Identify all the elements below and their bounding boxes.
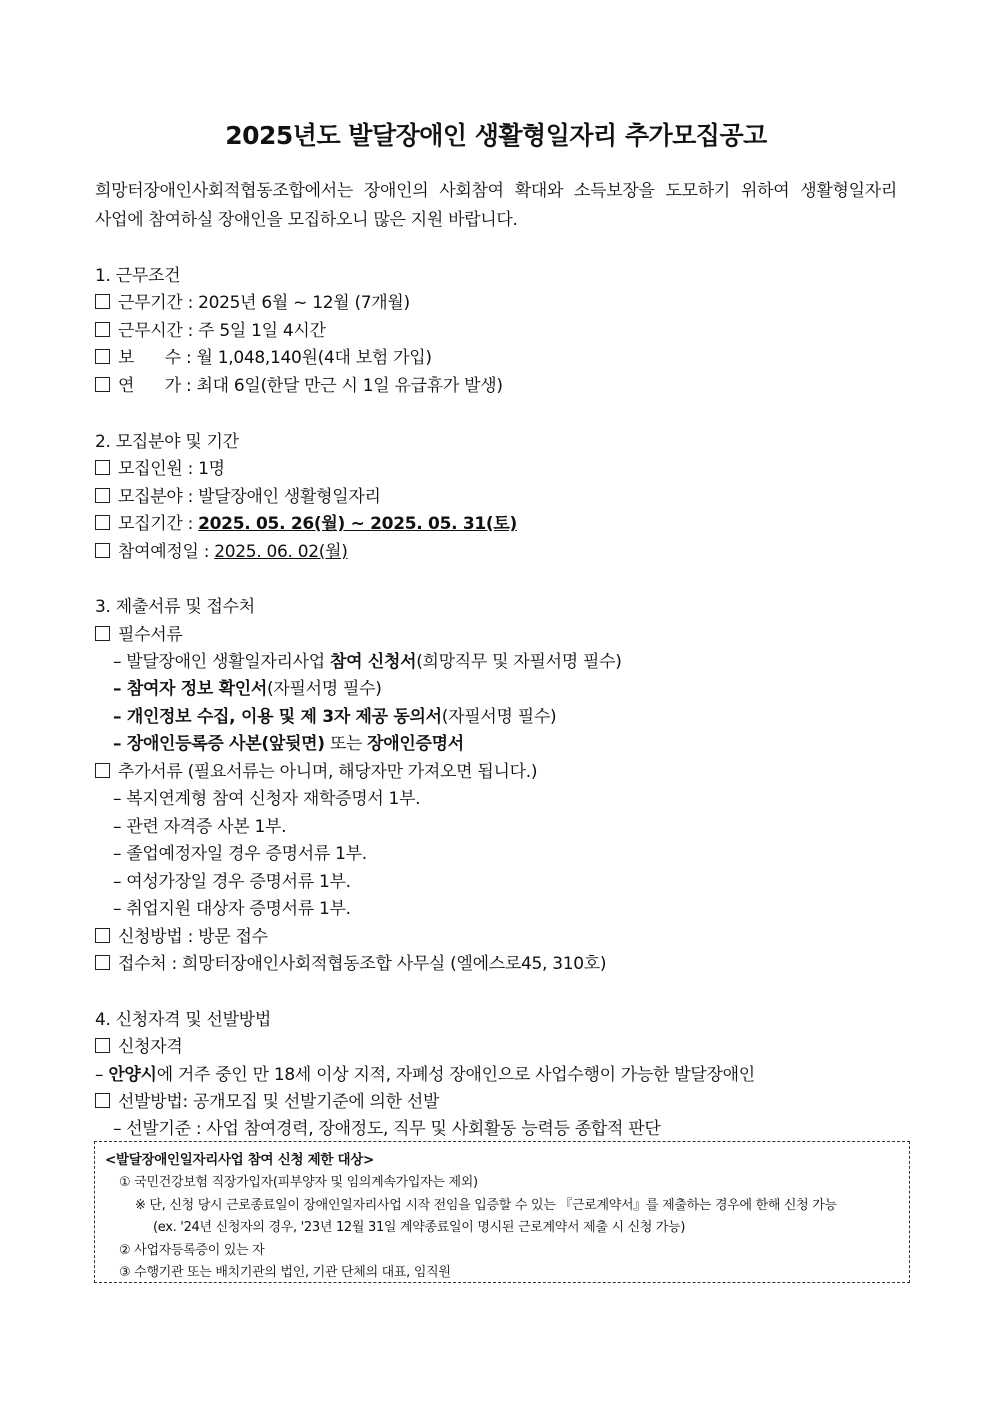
selection-criteria: – 선발기준 : 사업 참여경력, 장애정도, 직무 및 사회활동 능력등 종합적 판단	[113, 1119, 661, 1139]
section1-heading: 1. 근무조건	[95, 266, 181, 286]
qualification-heading	[95, 1032, 183, 1057]
qualification-heading-text: 신청자격	[118, 1037, 183, 1057]
qual-prefix: –	[95, 1065, 109, 1085]
recruit-field	[95, 482, 381, 507]
checkbox-icon	[95, 928, 110, 943]
work-hours-text: 근무시간 : 주 5일 1일 4시간	[118, 321, 326, 341]
req4-bold1: – 장애인등록증 사본(앞뒷면)	[113, 734, 325, 754]
additional-doc-1: – 복지연계형 참여 신청자 재학증명서 1부.	[113, 789, 421, 809]
required-doc-4	[95, 729, 464, 754]
apply-method-text: 신청방법 : 방문 접수	[118, 927, 268, 947]
section3-heading: 3. 제출서류 및 접수처	[95, 597, 255, 617]
checkbox-icon	[95, 543, 110, 558]
recruit-count-text: 모집인원 : 1명	[118, 459, 225, 479]
notice-item-1-example: (ex. '24년 신청자의 경우, '23년 12월 31일 계약종료일이 명시된 근로계약서 제출 시 신청 가능)	[153, 1220, 686, 1235]
section2-heading: 2. 모집분야 및 기간	[95, 432, 239, 452]
required-doc-3	[95, 702, 556, 727]
notice-item-2: ② 사업자등록증이 있는 자	[119, 1243, 265, 1258]
required-doc-2	[95, 674, 382, 699]
qualification-detail	[95, 1060, 755, 1085]
checkbox-icon	[95, 626, 110, 641]
qual-bold: 안양시	[108, 1065, 157, 1085]
apply-place	[95, 949, 606, 974]
additional-doc-2: – 관련 자격증 사본 1부.	[113, 817, 287, 837]
notice-item-3: ③ 수행기관 또는 배치기관의 법인, 기관 단체의 대표, 임직원	[119, 1265, 451, 1280]
notice-item-1-note: ※ 단, 신청 당시 근로종료일이 장애인일자리사업 시작 전임을 입증할 수 있는 『근로계약서』를 제출하는 경우에 한해 신청 가능	[135, 1198, 837, 1213]
notice-heading: <발달장애인일자리사업 참여 신청 제한 대상>	[105, 1152, 374, 1168]
start-date-value: 2025. 06. 02(월)	[214, 542, 348, 562]
checkbox-icon	[95, 488, 110, 503]
req1-suffix: (희망직무 및 자필서명 필수)	[416, 652, 622, 672]
page-title: 2025년도 발달장애인 생활형일자리 추가모집공고	[225, 121, 767, 150]
req3-bold: – 개인정보 수집, 이용 및 제 3자 제공 동의서	[113, 707, 442, 727]
recruit-period	[95, 509, 517, 534]
req2-bold: – 참여자 정보 확인서	[113, 679, 268, 699]
req3-suffix: (자필서명 필수)	[441, 707, 557, 727]
checkbox-icon	[95, 460, 110, 475]
recruit-count	[95, 454, 225, 479]
checkbox-icon	[95, 1038, 110, 1053]
qual-suffix: 에 거주 중인 만 18세 이상 지적, 자폐성 장애인으로 사업수행이 가능한 발달장애인	[156, 1065, 755, 1085]
checkbox-icon	[95, 763, 110, 778]
work-hours	[95, 316, 326, 341]
checkbox-icon	[95, 955, 110, 970]
req4-mid: 또는	[324, 734, 368, 754]
additional-docs-heading	[95, 757, 537, 782]
req1-bold: 참여 신청서	[329, 652, 417, 672]
salary	[95, 343, 432, 368]
recruit-period-value: 2025. 05. 26(월) ~ 2025. 05. 31(토)	[198, 514, 517, 534]
additional-docs-text: 추가서류 (필요서류는 아니며, 해당자만 가져오면 됩니다.)	[118, 762, 538, 782]
intro-line-1: 희망터장애인사회적협동조합에서는 장애인의 사회참여 확대와 소득보장을 도모하기 위하여 생활형일자리	[95, 181, 897, 201]
section4-heading: 4. 신청자격 및 선발방법	[95, 1010, 272, 1030]
recruit-period-label: 모집기간 :	[118, 514, 199, 534]
selection-heading-text: 선발방법: 공개모집 및 선발기준에 의한 선발	[118, 1092, 440, 1112]
additional-doc-4: – 여성가장일 경우 증명서류 1부.	[113, 872, 351, 892]
required-docs-heading	[95, 620, 183, 645]
intro-line-2: 사업에 참여하실 장애인을 모집하오니 많은 지원 바랍니다.	[95, 210, 518, 230]
work-period-text: 근무기간 : 2025년 6월 ~ 12월 (7개월)	[118, 293, 410, 313]
checkbox-icon	[95, 349, 110, 364]
required-docs-text: 필수서류	[118, 625, 183, 645]
additional-doc-3: – 졸업예정자일 경우 증명서류 1부.	[113, 844, 367, 864]
req1-prefix: – 발달장애인 생활일자리사업	[113, 652, 330, 672]
start-date-label: 참여예정일 :	[118, 542, 215, 562]
apply-method	[95, 922, 268, 947]
work-period	[95, 288, 410, 313]
checkbox-icon	[95, 1093, 110, 1108]
selection-heading	[95, 1087, 439, 1112]
additional-doc-5: – 취업지원 대상자 증명서류 1부.	[113, 899, 351, 919]
annual-leave	[95, 371, 503, 396]
salary-text: 보 수 : 월 1,048,140원(4대 보험 가입)	[118, 348, 432, 368]
required-doc-1	[95, 647, 622, 672]
recruit-field-text: 모집분야 : 발달장애인 생활형일자리	[118, 487, 381, 507]
restriction-notice-box	[94, 1141, 910, 1283]
checkbox-icon	[95, 377, 110, 392]
req2-suffix: (자필서명 필수)	[267, 679, 382, 699]
apply-place-text: 접수처 : 희망터장애인사회적협동조합 사무실 (엘에스로45, 310호)	[118, 954, 607, 974]
notice-item-1: ① 국민건강보험 직장가입자(피부양자 및 임의계속가입자는 제외)	[119, 1175, 478, 1190]
checkbox-icon	[95, 322, 110, 337]
annual-leave-text: 연 가 : 최대 6일(한달 만근 시 1일 유급휴가 발생)	[118, 376, 503, 396]
checkbox-icon	[95, 294, 110, 309]
checkbox-icon	[95, 515, 110, 530]
start-date	[95, 537, 348, 562]
req4-bold2: 장애인증명서	[367, 734, 464, 754]
